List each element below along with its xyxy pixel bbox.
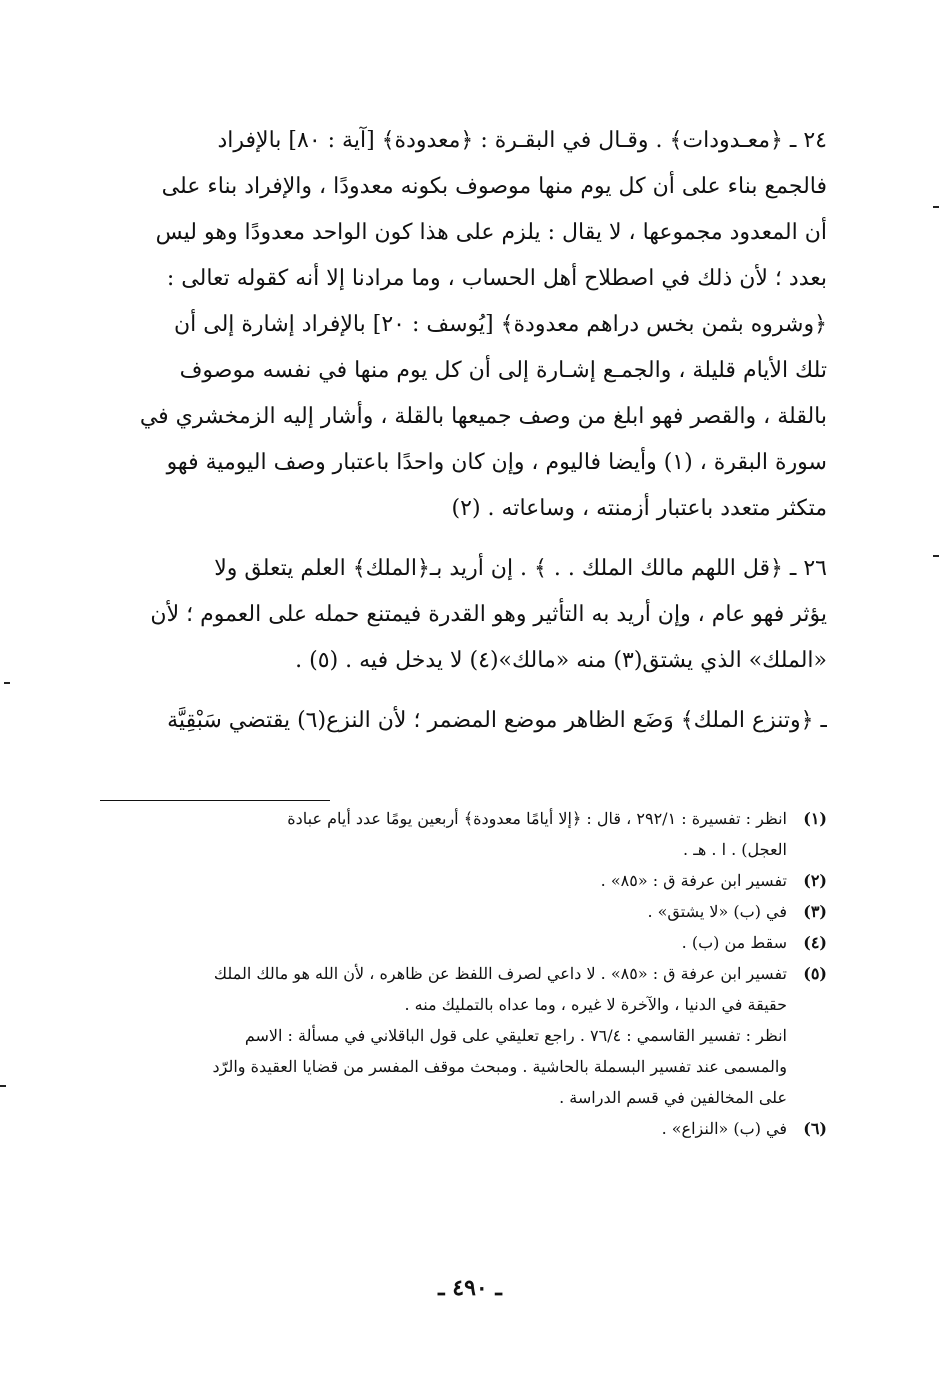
text-line: تلك الأيام قليلة ، والجمـع إشـارة إلى أن كل يوم منها في نفسه موصوف (179, 358, 827, 383)
page-number: ـ ٤٩٠ ـ (438, 1275, 502, 1301)
footnote-line (100, 896, 827, 927)
paragraph-gap (100, 684, 827, 698)
footnote-line (100, 958, 827, 989)
footnote-number: (٥) (803, 964, 827, 983)
footnote-text: انظر : تفسيرة : ٢٩٢/١ ، قال : ﴿إلا أيامًا معدودة﴾ أربعين يومًا عدد أيام عبادة (287, 809, 787, 828)
margin-mark (0, 1085, 6, 1087)
footnote-line (100, 1113, 827, 1144)
footnote-number: (٦) (803, 1119, 827, 1138)
footnote-text: حقيقة في الدنيا ، والآخرة لا غيره ، وما عداه بالتمليك منه . (404, 995, 787, 1014)
text-line: ﴿وشروه بثمن بخس دراهم معدودة﴾ [يُوسف : ٢٠] بالإفراد إشارة إلى أن (173, 312, 827, 337)
text-line: فالجمع بناء على أن كل يوم منها موصوف بكونه معدودًا ، والإفراد بناء على (161, 174, 827, 199)
footnote-line (100, 803, 827, 834)
footnote-separator (100, 800, 330, 801)
footnote-line (100, 865, 827, 896)
paragraph-gap (100, 532, 827, 546)
footnote-number: (٣) (803, 902, 827, 921)
footnote-text: انظر : تفسير القاسمي : ٧٦/٤ . راجع تعليقي على قول الباقلاني في مسألة : الاسم (244, 1026, 787, 1045)
text-line: أن المعدود مجموعها ، لا يقال : يلزم على هذا كون الواحد معدودًا وهو ليس (155, 220, 827, 245)
footnote-text: والمسمى عند تفسير البسملة بالحاشية . ومبحث موقف المفسر من قضايا العقيدة والرّد (212, 1057, 787, 1076)
footnote-line (100, 1051, 827, 1082)
main-text (100, 118, 827, 744)
text-line: بعدد ؛ لأن ذلك في اصطلاح أهل الحساب ، وما مرادنا إلا أنه كقوله تعالى : (166, 266, 827, 291)
margin-mark (933, 555, 939, 557)
footnote-text: في (ب) «النزاع» . (661, 1119, 787, 1138)
footnote-number: (١) (803, 809, 827, 828)
footnote-line (100, 834, 827, 865)
footnote-line (100, 1020, 827, 1051)
footnote-number: (٤) (803, 933, 827, 952)
footnote-text: سقط من (ب) . (681, 933, 787, 952)
footnote-text: في (ب) «لا يشتق» . (647, 902, 787, 921)
footnote-line (100, 989, 827, 1020)
text-line: ٢٤ ـ ﴿معـدودات﴾ . وقـال في البقـرة : ﴿معدودة﴾ [آية : ٨٠] بالإفراد (217, 128, 827, 153)
footnote-text: العجل) . ا . هـ . (683, 840, 787, 859)
footnote-number: (٢) (803, 871, 827, 890)
margin-mark (933, 206, 939, 208)
margin-mark (4, 682, 10, 684)
text-line: ـ ﴿وتنزع الملك﴾ وَضَع الظاهر موضع المضمر ؛ لأن النزع(٦) يقتضي سَبْقِيَّة (167, 708, 827, 733)
footnote-text: تفسير ابن عرفة ق : «٨٥» . (600, 871, 787, 890)
text-line: يؤثر فهو عام ، وإن أريد به التأثير وهو القدرة فيمتنع حمله على العموم ؛ لأن (150, 602, 827, 627)
footnote-line (100, 927, 827, 958)
footnotes (100, 803, 827, 1144)
footnote-text: تفسير ابن عرفة ق : «٨٥» . لا داعي لصرف اللفظ عن ظاهره ، لأن الله هو مالك الملك (213, 964, 787, 983)
text-line: متكثر متعدد باعتبار أزمنته ، وساعاته . (٢) (451, 496, 827, 521)
text-line: بالقلة ، والقصر فهو ابلغ من وصف جميعها بالقلة ، وأشار إليه الزمخشري في (139, 404, 827, 429)
footnote-text: على المخالفين في قسم الدراسة . (559, 1088, 787, 1107)
text-line: سورة البقرة ، (١) وأيضا فاليوم ، وإن كان واحدًا باعتبار وصف اليومية فهو (166, 450, 827, 475)
text-line: ٢٦ ـ ﴿قل اللهم مالك الملك . . ﴾ . إن أريد بـ﴿الملك﴾ العلم يتعلق ولا (214, 556, 827, 581)
footnote-line (100, 1082, 827, 1113)
text-line: «الملك» الذي يشتق(٣) منه «مالك»(٤) لا يدخل فيه . (٥) . (295, 648, 827, 673)
